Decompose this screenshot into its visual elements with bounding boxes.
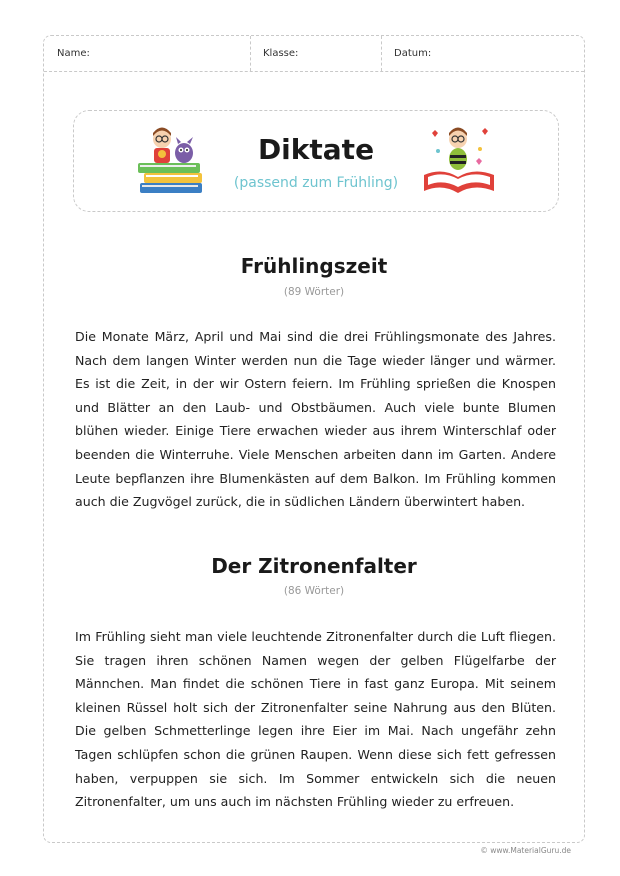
copyright-footer: © www.MaterialGuru.de bbox=[480, 846, 571, 855]
worksheet-title: Diktate bbox=[257, 133, 375, 166]
class-field[interactable] bbox=[250, 36, 381, 71]
section-title: Frühlingszeit bbox=[240, 254, 388, 278]
name-label: Name: bbox=[57, 48, 90, 59]
title-banner bbox=[73, 110, 559, 212]
word-count: (86 Wörter) bbox=[283, 585, 345, 597]
worksheet bbox=[43, 35, 585, 843]
header-row bbox=[44, 36, 584, 72]
date-field[interactable] bbox=[381, 36, 585, 71]
dictation-text: Die Monate März, April und Mai sind die drei Frühlingsmonate des Jahres. Nach dem langen Winter werden nun die Tage wieder länger und wärmer. Es ist die Zeit, in der wir Ostern feiern. Im Frühling sprießen die Knospen und Blätter an den Laub- und Obstbäumen. Auch viele bunte Blumen blühen wieder. Einige Tiere erwachen wieder aus ihrem Winterschlaf oder beenden die Winterruhe. Viele Menschen arbeiten dann im Garten. Andere Leute bepflanzen ihre Blumenkästen auf dem Balkon. Im Frühling kommen auch die Zugvögel zurück, die in südlichen Ländern überwintert haben. bbox=[75, 329, 556, 510]
section-title: Der Zitronenfalter bbox=[211, 554, 417, 578]
dictation-text: Im Frühling sieht man viele leuchtende Zitronenfalter durch die Luft fliegen. Sie tragen ihren schönen Namen wegen der gelben Flügelfarbe der Männchen. Man findet die schönen Tiere in fast ganz Europa. Mit seinem kleinen Rüssel holt sich der Zitronenfalter seine Nahrung aus den Blüten. Die gelben Schmetterlinge legen ihre Eier im Mai. Nach ungefähr zehn Tagen schlüpfen schon die grünen Raupen. Wenn diese sich fett gefressen haben, verpuppen sie sich. Im Sommer entwickeln sich die neuen Zitronenfalter, um uns auch im nächsten Frühling wieder zu erfreuen. bbox=[75, 629, 556, 810]
worksheet-subtitle: (passend zum Frühling) bbox=[233, 175, 399, 191]
name-field[interactable] bbox=[44, 36, 250, 71]
class-label: Klasse: bbox=[263, 48, 299, 59]
date-label: Datum: bbox=[394, 48, 432, 59]
reading-kid-illustration bbox=[418, 123, 502, 201]
word-count: (89 Wörter) bbox=[283, 286, 345, 298]
